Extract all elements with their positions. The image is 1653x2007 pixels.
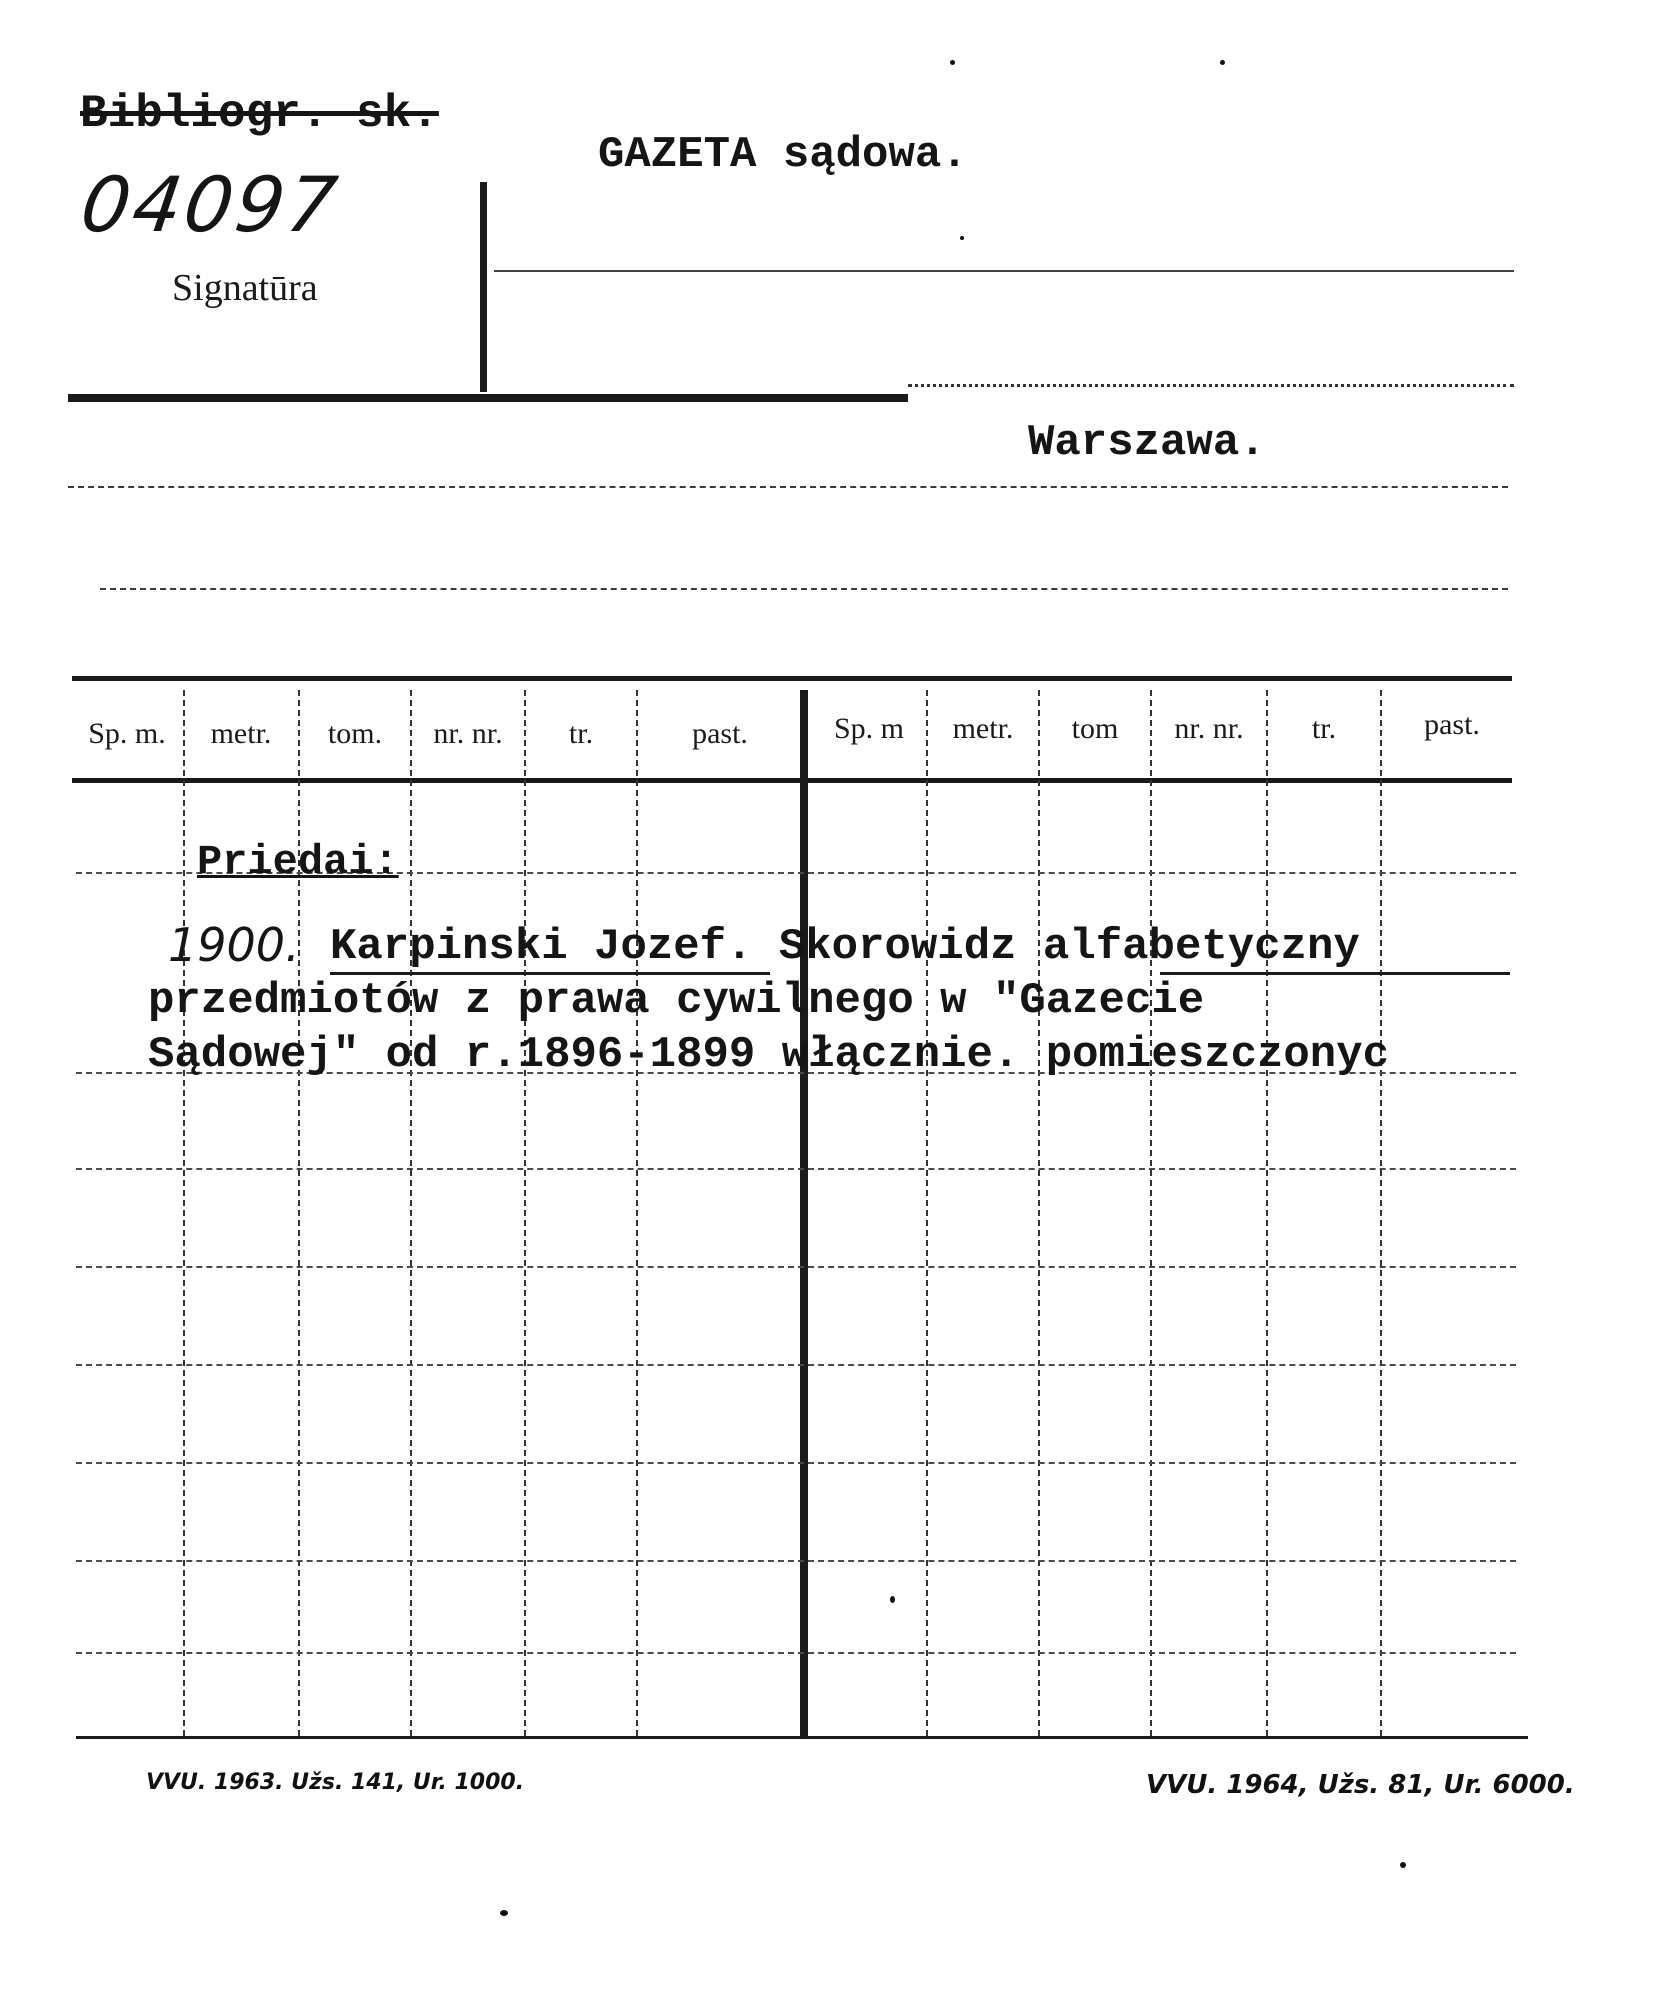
col-head-tr-right: tr. [1311,712,1337,745]
scan-speck [890,1596,895,1603]
row-line [76,1364,1516,1366]
entry-heading: Priedai: [197,838,399,886]
col-head-tom-right: tom [1071,712,1119,745]
col-head-nr-nr: nr. nr. [433,717,503,750]
col-head-metr: metr. [210,717,272,750]
blank-line-1 [68,486,1508,488]
table-center-divider [800,690,808,1736]
scan-speck [950,60,955,65]
entry-line: Sądowej" od r.1896-1899 włącznie. pomieszczonyc [148,1030,1390,1080]
col-head-sp-m: Sp. m. [88,717,166,750]
table-top-rule [72,676,1512,681]
column-line [1038,690,1040,1736]
scan-speck [1220,60,1225,65]
scan-speck [1400,1862,1406,1868]
col-head-sp-m-right: Sp. m [833,712,905,745]
entry-year: 1900. [168,918,300,972]
scan-speck [960,236,964,240]
row-line [76,1560,1516,1562]
entry-line: przedmiotów z prawa cywilnego w "Gazecie [148,976,1205,1026]
column-line [1266,690,1268,1736]
table-header-bottom-rule [72,778,1512,783]
row-line [76,1168,1516,1170]
entry-underline [1160,972,1510,975]
column-line [1380,690,1382,1736]
col-head-tr: tr. [568,717,594,750]
row-line [76,1266,1516,1268]
col-head-past: past. [692,717,748,750]
col-head-metr-right: metr. [952,712,1014,745]
publication-place: Warszawa. [1028,418,1266,468]
entry-line: Karpinski Jozef. Skorowidz alfabetyczny [330,922,1360,972]
col-head-nr-nr-right: nr. nr. [1174,712,1244,745]
header-bottom-rule-faint [908,384,1514,387]
column-line [410,690,412,1736]
call-number-label: Signatūra [172,267,318,309]
row-line [76,1652,1516,1654]
publication-title: GAZETA sądowa. [598,130,968,180]
col-head-tom: tom. [327,717,383,750]
footnote-left: VVU. 1963. Užs. 141, Ur. 1000. [146,1770,525,1795]
entry-underline [330,972,770,975]
col-head-past-right: past. [1424,708,1480,741]
column-line [1150,690,1152,1736]
bibliography-mark: Bibliogr. sk. [80,88,439,140]
footnote-right: VVU. 1964, Užs. 81, Ur. 6000. [1146,1770,1575,1800]
call-number: 04097 [75,160,346,249]
blank-line-2 [100,588,1508,590]
column-line [636,690,638,1736]
header-vertical-divider [480,182,487,392]
column-line [926,690,928,1736]
title-rule [494,270,1514,272]
table-bottom-rule [76,1736,1528,1739]
header-bottom-rule [68,394,908,402]
column-line [183,690,185,1736]
column-line [524,690,526,1736]
row-line [76,1462,1516,1464]
scan-speck [500,1910,508,1916]
